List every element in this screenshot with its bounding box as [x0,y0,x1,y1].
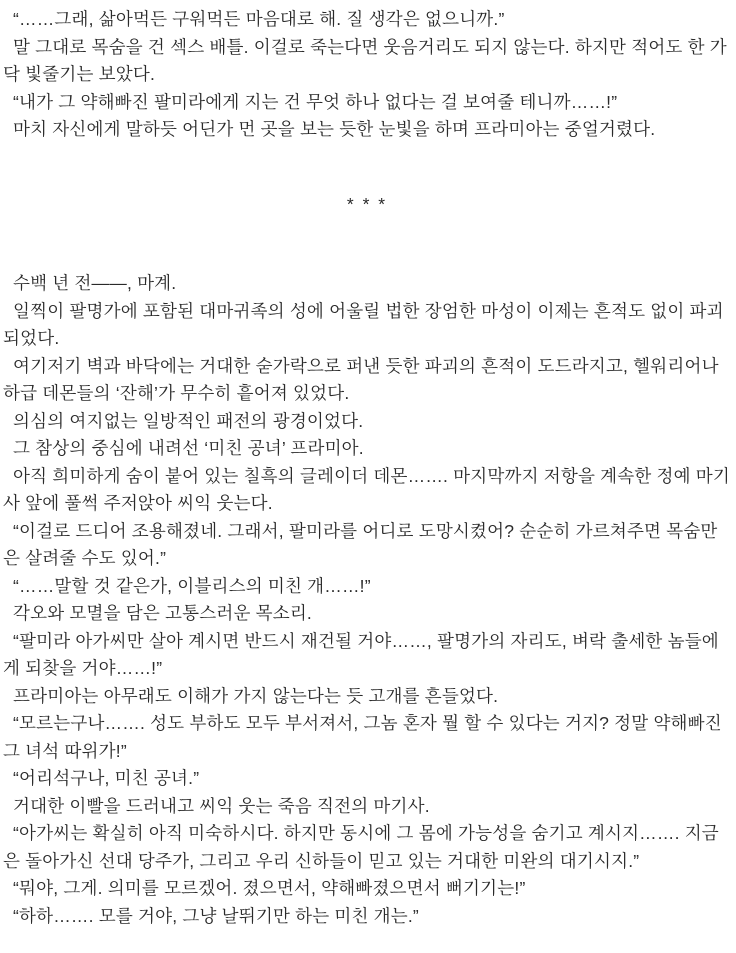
paragraph: “……그래, 삶아먹든 구워먹든 마음대로 해. 질 생각은 없으니까.” [13,9,505,29]
paragraph: “어리석구나, 미친 공녀.” [13,768,200,788]
paragraph: 일찍이 팔명가에 포함된 대마귀족의 성에 어울릴 법한 장엄한 마성이 이제는 흔적도 없이 파괴되었다. [3,300,724,348]
paragraph: 프라미아는 아무래도 이해가 가지 않는다는 듯 고개를 흔들었다. [13,685,499,706]
paragraph: 수백 년 전——, 마계. [13,273,177,293]
text-content [3,6,731,930]
paragraph: 여기저기 벽과 바닥에는 거대한 숟가락으로 퍼낸 듯한 파괴의 흔적이 도드라지고, 헬워리어나 하급 데몬들의 ‘잔해’가 무수히 흩어져 있었다. [3,355,719,403]
paragraph: 말 그대로 목숨을 건 섹스 배틀. 이걸로 죽는다면 웃음거리도 되지 않는다. 하지만 적어도 한 가닥 빛줄기는 보았다. [3,36,727,84]
paragraph: “이걸로 드디어 조용해졌네. 그래서, 팔미라를 어디로 도망시켰어? 순순히 가르쳐주면 목숨만은 살려줄 수도 있어.” [3,520,718,568]
paragraph: 마치 자신에게 말하듯 어딘가 먼 곳을 보는 듯한 눈빛을 하며 프라미아는 중얼거렸다. [13,119,656,139]
paragraph: “모르는구나……. 성도 부하도 모두 부서져서, 그놈 혼자 뭘 할 수 있다는 거지? 정말 약해빠진 그 녀석 따위가!” [3,713,722,761]
paragraph: “뭐야, 그게. 의미를 모르겠어. 졌으면서, 약해빠졌으면서 뻐기기는!” [13,878,526,898]
paragraph: 거대한 이빨을 드러내고 씨익 웃는 죽음 직전의 마기사. [13,795,430,816]
paragraph: “아가씨는 확실히 아직 미숙하시다. 하지만 동시에 그 몸에 가능성을 숨기고 계시지……. 지금은 돌아가신 선대 당주가, 그리고 우리 신하들이 믿고 있는 거대한 미완의 대기시지.” [3,823,719,871]
paragraph: “하하……. 모를 거야, 그냥 날뛰기만 하는 미친 개는.” [13,905,419,926]
paragraph: 그 참상의 중심에 내려선 ‘미친 공녀’ 프라미아. [13,438,364,458]
paragraph: “내가 그 약해빠진 팔미라에게 지는 건 무엇 하나 없다는 걸 보여줄 테니까……!” [13,91,618,112]
paragraph: 의심의 여지없는 일방적인 패전의 광경이었다. [13,410,364,431]
scene-separator: * * * [346,193,388,214]
paragraph: “……말할 것 같은가, 이블리스의 미친 개……!” [13,575,371,596]
paragraph: “팔미라 아가씨만 살아 계시면 반드시 재건될 거야……, 팔명가의 자리도, 벼락 출세한 놈들에게 되찾을 거야……!” [3,630,719,678]
paragraph: 각오와 모멸을 담은 고통스러운 목소리. [13,603,312,623]
paragraph: 아직 희미하게 숨이 붙어 있는 칠흑의 글레이더 데몬……. 마지막까지 저항을 계속한 정예 마기사 앞에 풀썩 주저앉아 씨익 웃는다. [3,465,730,513]
